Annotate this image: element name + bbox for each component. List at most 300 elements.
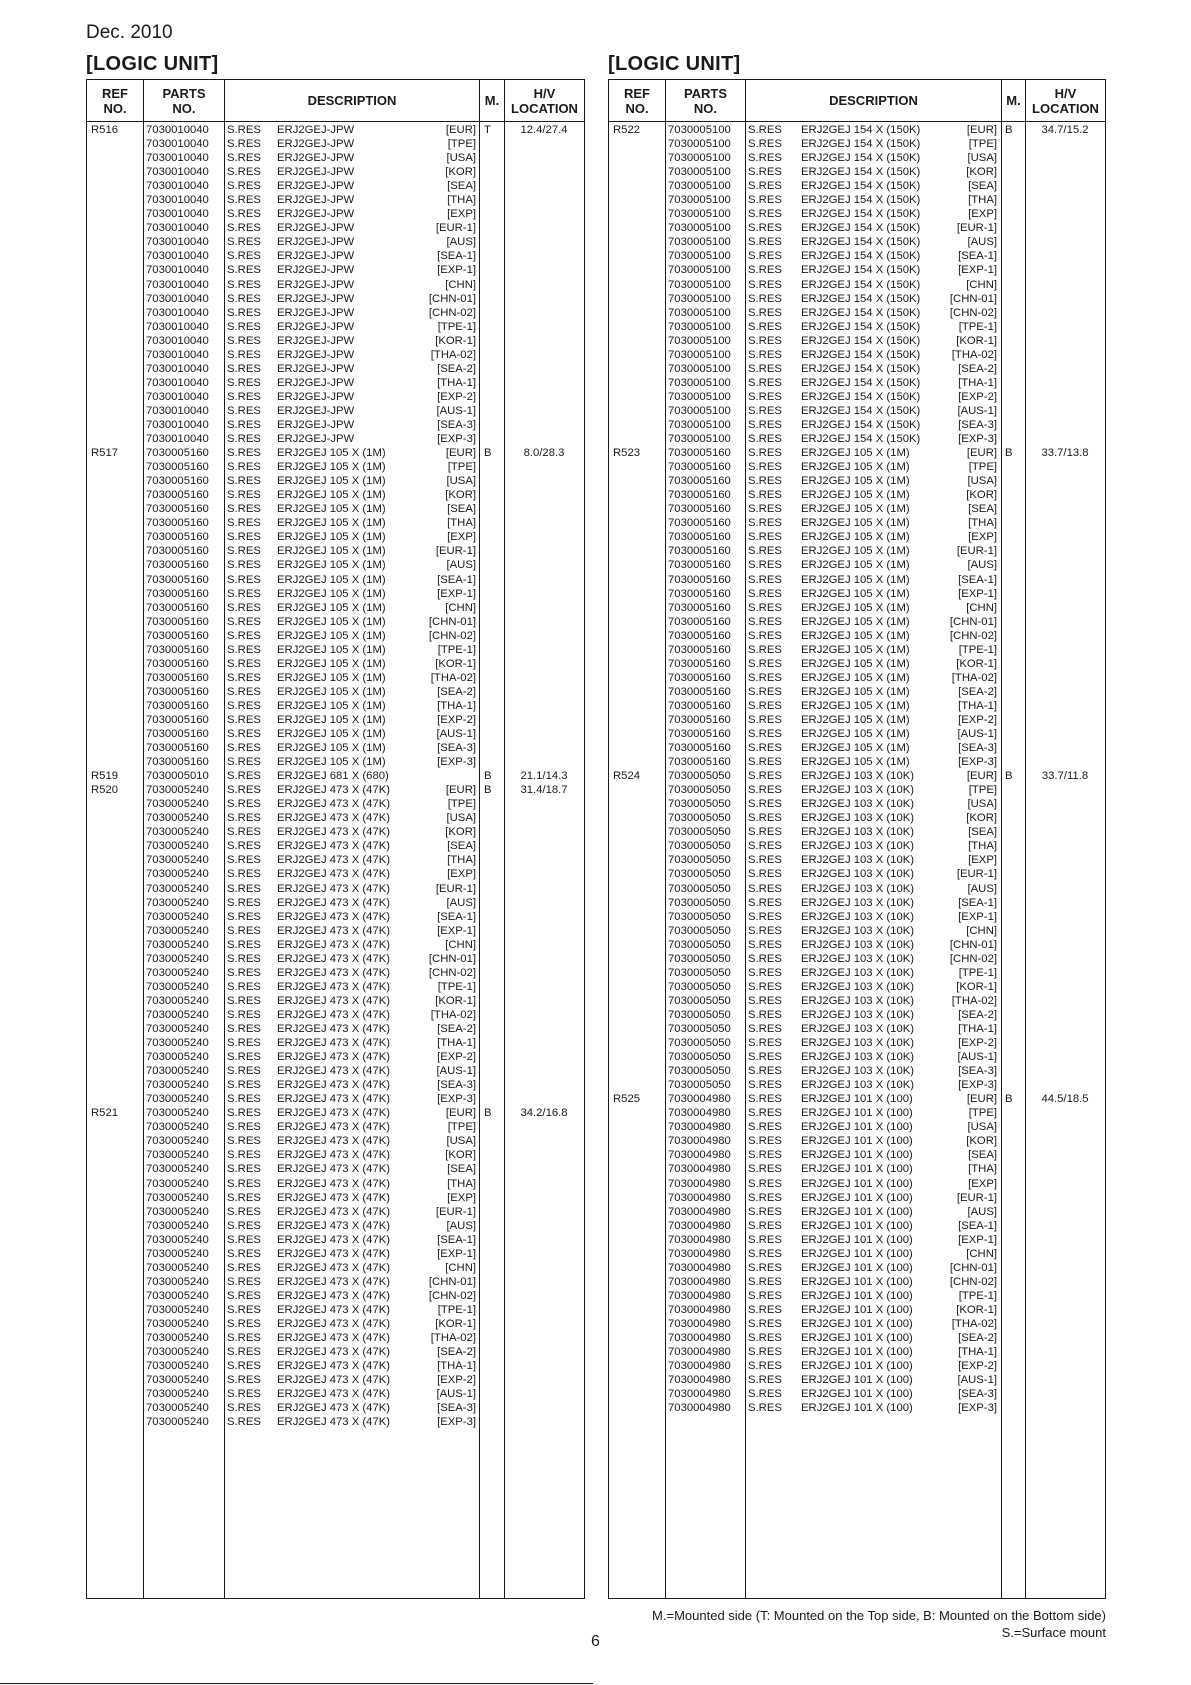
- table-row: [609, 207, 1105, 221]
- part-description: ERJ2GEJ 105 X (1M): [277, 643, 386, 656]
- table-row: [609, 1219, 1105, 1233]
- header-parts: PARTS NO.: [683, 85, 728, 116]
- version-code: [CHN-01]: [428, 1275, 476, 1288]
- part-description: ERJ2GEJ 473 X (47K): [277, 868, 391, 881]
- part-description: ERJ2GEJ 105 X (1M): [277, 699, 386, 712]
- part-no: 7030004980: [668, 1121, 731, 1134]
- part-description: ERJ2GEJ 473 X (47K): [277, 952, 391, 965]
- version-code: [CHN-01]: [428, 292, 476, 305]
- part-description: ERJ2GEJ 105 X (1M): [277, 531, 386, 544]
- part-type: S.RES: [227, 868, 261, 881]
- part-no: 7030005240: [146, 1093, 209, 1106]
- part-description: ERJ2GEJ 473 X (47K): [277, 840, 391, 853]
- part-description: ERJ2GEJ 154 X (150K): [801, 152, 921, 165]
- part-description: ERJ2GEJ-JPW: [277, 306, 355, 319]
- part-no: 7030005160: [668, 461, 731, 474]
- part-description: ERJ2GEJ 103 X (10K): [801, 826, 915, 839]
- part-type: S.RES: [748, 770, 782, 783]
- version-code: [CHN]: [445, 278, 476, 291]
- version-code: [THA-1]: [958, 376, 997, 389]
- part-description: ERJ2GEJ 154 X (150K): [801, 208, 921, 221]
- table-row: [609, 882, 1105, 896]
- part-description: ERJ2GEJ 101 X (100): [801, 1233, 913, 1246]
- version-code: [EUR-1]: [956, 222, 997, 235]
- part-type: S.RES: [748, 587, 782, 600]
- part-description: ERJ2GEJ 105 X (1M): [277, 559, 386, 572]
- table-row: [87, 1219, 584, 1233]
- version-code: [KOR-1]: [435, 334, 476, 347]
- version-code: [THA]: [447, 517, 476, 530]
- part-description: ERJ2GEJ 101 X (100): [801, 1317, 913, 1330]
- part-type: S.RES: [227, 1065, 261, 1078]
- part-no: 7030005160: [146, 657, 209, 670]
- table-row: [609, 235, 1105, 249]
- version-code: [EXP]: [447, 208, 476, 221]
- version-code: [THA-02]: [951, 671, 997, 684]
- part-no: 7030005160: [668, 447, 731, 460]
- table-row: [609, 502, 1105, 516]
- part-description: ERJ2GEJ-JPW: [277, 124, 355, 136]
- part-type: S.RES: [748, 742, 782, 755]
- part-description: ERJ2GEJ 105 X (1M): [801, 657, 910, 670]
- part-type: S.RES: [748, 910, 782, 923]
- table-row: [609, 1303, 1105, 1317]
- part-description: ERJ2GEJ 103 X (10K): [801, 952, 915, 965]
- version-code: [EUR]: [966, 770, 997, 783]
- part-no: 7030005240: [146, 1219, 209, 1232]
- part-type: S.RES: [227, 334, 261, 347]
- version-code: [KOR]: [966, 489, 997, 502]
- table-row: [609, 306, 1105, 320]
- part-description: ERJ2GEJ-JPW: [277, 222, 355, 235]
- table-row: [609, 334, 1105, 348]
- version-code: [EXP-2]: [958, 713, 997, 726]
- part-type: S.RES: [748, 994, 782, 1007]
- part-description: ERJ2GEJ 103 X (10K): [801, 868, 915, 881]
- part-no: 7030005240: [146, 1303, 209, 1316]
- table-row: [609, 1177, 1105, 1191]
- part-type: S.RES: [748, 1107, 782, 1120]
- part-no: 7030010040: [146, 376, 209, 389]
- part-type: S.RES: [748, 756, 782, 769]
- version-code: [KOR-1]: [956, 657, 997, 670]
- part-no: 7030005240: [146, 910, 209, 923]
- part-no: 7030004980: [668, 1233, 731, 1246]
- table-row: [87, 685, 584, 699]
- part-no: 7030010040: [146, 236, 209, 249]
- part-description: ERJ2GEJ-JPW: [277, 292, 355, 305]
- part-no: 7030005160: [146, 699, 209, 712]
- part-no: 7030005100: [668, 376, 731, 389]
- part-description: ERJ2GEJ 473 X (47K): [277, 1023, 391, 1035]
- part-no: 7030010040: [146, 152, 209, 165]
- table-row: [609, 1401, 1105, 1415]
- version-code: [EXP-1]: [958, 1233, 997, 1246]
- part-no: 7030005240: [146, 1247, 209, 1260]
- part-description: ERJ2GEJ-JPW: [277, 208, 355, 221]
- part-description: ERJ2GEJ 473 X (47K): [277, 1191, 391, 1204]
- part-description: ERJ2GEJ 101 X (100): [801, 1163, 913, 1176]
- part-description: ERJ2GEJ 101 X (100): [801, 1388, 913, 1401]
- table-row: [609, 530, 1105, 544]
- part-no: 7030005050: [668, 896, 731, 909]
- table-row: [87, 151, 584, 165]
- part-no: 7030010040: [146, 278, 209, 291]
- part-type: S.RES: [748, 489, 782, 502]
- version-code: [EUR]: [966, 1093, 997, 1106]
- part-description: ERJ2GEJ 103 X (10K): [801, 770, 915, 783]
- part-description: ERJ2GEJ 473 X (47K): [277, 966, 391, 979]
- part-type: S.RES: [227, 376, 261, 389]
- table-row: [609, 1345, 1105, 1359]
- part-description: ERJ2GEJ 105 X (1M): [801, 615, 910, 628]
- part-type: S.RES: [227, 1374, 261, 1387]
- part-description: ERJ2GEJ 103 X (10K): [801, 1051, 915, 1064]
- ref-no: R520: [91, 784, 119, 797]
- table-row: [87, 235, 584, 249]
- table-row: [609, 783, 1105, 797]
- part-type: S.RES: [748, 545, 782, 558]
- part-type: S.RES: [748, 938, 782, 951]
- version-code: [AUS-1]: [957, 1374, 997, 1387]
- version-code: [KOR]: [966, 1135, 997, 1148]
- part-description: ERJ2GEJ 105 X (1M): [801, 573, 910, 586]
- table-row: [87, 1106, 584, 1120]
- version-code: [CHN-01]: [949, 615, 997, 628]
- part-type: S.RES: [748, 180, 782, 193]
- part-type: S.RES: [748, 1093, 782, 1106]
- version-code: [THA-02]: [430, 348, 476, 361]
- part-description: ERJ2GEJ 473 X (47K): [277, 1163, 391, 1176]
- version-code: [TPE]: [968, 1107, 997, 1120]
- mounted-side: B: [484, 770, 492, 783]
- part-type: S.RES: [227, 418, 261, 431]
- part-type: S.RES: [748, 461, 782, 474]
- table-row: [609, 1064, 1105, 1078]
- part-description: ERJ2GEJ 473 X (47K): [277, 1065, 391, 1078]
- table-row: [87, 502, 584, 516]
- part-no: 7030005100: [668, 306, 731, 319]
- part-no: 7030005160: [146, 713, 209, 726]
- part-description: ERJ2GEJ 103 X (10K): [801, 910, 915, 923]
- version-code: [CHN-01]: [949, 292, 997, 305]
- part-no: 7030005240: [146, 1261, 209, 1274]
- version-code: [KOR]: [445, 489, 476, 502]
- part-description: ERJ2GEJ 473 X (47K): [277, 1135, 391, 1148]
- part-type: S.RES: [748, 517, 782, 530]
- legend-surface-mount: S.=Surface mount: [1001, 1625, 1106, 1640]
- version-code: [SEA]: [447, 503, 476, 516]
- part-no: 7030010040: [146, 306, 209, 319]
- version-code: [SEA]: [968, 1149, 997, 1162]
- version-code: [USA]: [967, 475, 997, 488]
- part-type: S.RES: [227, 278, 261, 291]
- table-row: [87, 249, 584, 263]
- part-no: 7030005240: [146, 826, 209, 839]
- part-type: S.RES: [748, 966, 782, 979]
- table-row: [609, 1289, 1105, 1303]
- part-no: 7030005050: [668, 1023, 731, 1035]
- ref-no: R524: [613, 770, 641, 783]
- version-code: [SEA-3]: [958, 418, 997, 431]
- part-description: ERJ2GEJ 154 X (150K): [801, 278, 921, 291]
- part-description: ERJ2GEJ 473 X (47K): [277, 1008, 391, 1021]
- table-row: [609, 193, 1105, 207]
- version-code: [USA]: [967, 1121, 997, 1134]
- part-no: 7030005240: [146, 1023, 209, 1035]
- part-type: S.RES: [227, 994, 261, 1007]
- part-description: ERJ2GEJ 154 X (150K): [801, 348, 921, 361]
- version-code: [SEA-1]: [958, 573, 997, 586]
- part-description: ERJ2GEJ-JPW: [277, 320, 355, 333]
- part-no: 7030010040: [146, 180, 209, 193]
- part-description: ERJ2GEJ 103 X (10K): [801, 798, 915, 811]
- table-row: [609, 1022, 1105, 1036]
- table-row: [609, 376, 1105, 390]
- table-row: [609, 418, 1105, 432]
- version-code: [EXP]: [447, 868, 476, 881]
- part-no: 7030005240: [146, 1317, 209, 1330]
- part-type: S.RES: [227, 1163, 261, 1176]
- part-type: S.RES: [227, 742, 261, 755]
- part-description: ERJ2GEJ 103 X (10K): [801, 882, 915, 895]
- part-description: ERJ2GEJ 473 X (47K): [277, 1121, 391, 1134]
- part-no: 7030005160: [146, 587, 209, 600]
- part-no: 7030005100: [668, 194, 731, 207]
- version-code: [EXP-1]: [437, 1247, 476, 1260]
- part-description: ERJ2GEJ 473 X (47K): [277, 1402, 391, 1415]
- part-description: ERJ2GEJ 103 X (10K): [801, 854, 915, 867]
- part-description: ERJ2GEJ 473 X (47K): [277, 1275, 391, 1288]
- ref-no: R521: [91, 1107, 119, 1120]
- part-type: S.RES: [748, 306, 782, 319]
- part-no: 7030005100: [668, 138, 731, 151]
- part-description: ERJ2GEJ 473 X (47K): [277, 1051, 391, 1064]
- part-type: S.RES: [227, 756, 261, 769]
- part-description: ERJ2GEJ 473 X (47K): [277, 882, 391, 895]
- part-no: 7030004980: [668, 1261, 731, 1274]
- table-row: [609, 811, 1105, 825]
- part-type: S.RES: [227, 475, 261, 488]
- version-code: [SEA-1]: [437, 573, 476, 586]
- part-description: ERJ2GEJ 473 X (47K): [277, 1233, 391, 1246]
- version-code: [TPE-1]: [437, 1303, 476, 1316]
- part-description: ERJ2GEJ 154 X (150K): [801, 390, 921, 403]
- part-no: 7030005160: [668, 671, 731, 684]
- part-type: S.RES: [748, 657, 782, 670]
- version-code: [TPE]: [447, 461, 476, 474]
- part-no: 7030005050: [668, 882, 731, 895]
- part-type: S.RES: [748, 812, 782, 825]
- version-code: [CHN-02]: [949, 629, 997, 642]
- version-code: [SEA-3]: [958, 742, 997, 755]
- mounted-side: B: [1005, 1093, 1013, 1106]
- table-row: [609, 137, 1105, 151]
- part-description: ERJ2GEJ 473 X (47K): [277, 854, 391, 867]
- part-no: 7030005240: [146, 1346, 209, 1359]
- table-row: [609, 1233, 1105, 1247]
- version-code: [USA]: [446, 152, 476, 165]
- part-description: ERJ2GEJ 105 X (1M): [801, 587, 910, 600]
- part-type: S.RES: [748, 124, 782, 136]
- part-description: ERJ2GEJ-JPW: [277, 166, 355, 179]
- table-row: [609, 755, 1105, 769]
- part-type: S.RES: [748, 784, 782, 797]
- part-description: ERJ2GEJ 105 X (1M): [277, 756, 386, 769]
- part-description: ERJ2GEJ 105 X (1M): [277, 657, 386, 670]
- part-type: S.RES: [748, 404, 782, 417]
- table-row: [609, 320, 1105, 334]
- version-code: [AUS]: [446, 559, 476, 572]
- part-type: S.RES: [748, 643, 782, 656]
- part-no: 7030005240: [146, 952, 209, 965]
- table-row: [87, 334, 584, 348]
- version-code: [CHN-01]: [949, 938, 997, 951]
- table-row: [609, 474, 1105, 488]
- version-code: [KOR]: [445, 166, 476, 179]
- part-no: 7030010040: [146, 208, 209, 221]
- table-row: [87, 966, 584, 980]
- part-type: S.RES: [748, 1205, 782, 1218]
- part-description: ERJ2GEJ 473 X (47K): [277, 1332, 391, 1345]
- part-description: ERJ2GEJ 103 X (10K): [801, 980, 915, 993]
- part-no: 7030005100: [668, 208, 731, 221]
- table-row: [609, 278, 1105, 292]
- hv-location: 8.0/28.3: [523, 447, 565, 460]
- part-type: S.RES: [227, 1332, 261, 1345]
- part-type: S.RES: [227, 854, 261, 867]
- table-row: [609, 1106, 1105, 1120]
- part-description: ERJ2GEJ 105 X (1M): [277, 573, 386, 586]
- table-row: [87, 1345, 584, 1359]
- table-row: [609, 727, 1105, 741]
- part-description: ERJ2GEJ 103 X (10K): [801, 1023, 915, 1035]
- version-code: [SEA-1]: [437, 1233, 476, 1246]
- table-row: [609, 1387, 1105, 1401]
- part-description: ERJ2GEJ 473 X (47K): [277, 784, 391, 797]
- table-row: [87, 137, 584, 151]
- table-row: [87, 1022, 584, 1036]
- part-type: S.RES: [227, 503, 261, 516]
- version-code: [EUR]: [445, 1107, 476, 1120]
- part-description: ERJ2GEJ 154 X (150K): [801, 362, 921, 375]
- table-row: [609, 348, 1105, 362]
- part-description: ERJ2GEJ 101 X (100): [801, 1332, 913, 1345]
- part-type: S.RES: [748, 1289, 782, 1302]
- part-description: ERJ2GEJ 473 X (47K): [277, 1149, 391, 1162]
- part-no: 7030005160: [146, 629, 209, 642]
- part-no: 7030004980: [668, 1346, 731, 1359]
- table-row: [87, 882, 584, 896]
- hv-location: 33.7/11.8: [1041, 770, 1089, 783]
- part-description: ERJ2GEJ 101 X (100): [801, 1261, 913, 1274]
- version-code: [CHN]: [966, 924, 997, 937]
- version-code: [EXP-1]: [437, 264, 476, 277]
- part-no: 7030004980: [668, 1135, 731, 1148]
- table-row: [87, 601, 584, 615]
- part-description: ERJ2GEJ 105 X (1M): [801, 629, 910, 642]
- part-type: S.RES: [227, 629, 261, 642]
- part-description: ERJ2GEJ 105 X (1M): [801, 643, 910, 656]
- version-code: [THA]: [447, 194, 476, 207]
- part-type: S.RES: [227, 1388, 261, 1401]
- part-no: 7030005160: [668, 573, 731, 586]
- part-description: ERJ2GEJ 473 X (47K): [277, 1317, 391, 1330]
- part-no: 7030005160: [668, 489, 731, 502]
- part-type: S.RES: [748, 980, 782, 993]
- table-row: [609, 952, 1105, 966]
- part-type: S.RES: [748, 868, 782, 881]
- part-description: ERJ2GEJ 101 X (100): [801, 1149, 913, 1162]
- table-row: [609, 516, 1105, 530]
- part-type: S.RES: [227, 1360, 261, 1373]
- part-no: 7030005160: [146, 461, 209, 474]
- hv-location: 44.5/18.5: [1041, 1093, 1089, 1106]
- part-no: 7030004980: [668, 1163, 731, 1176]
- version-code: [THA-1]: [958, 1023, 997, 1035]
- version-code: [SEA]: [447, 1163, 476, 1176]
- part-description: ERJ2GEJ 154 X (150K): [801, 306, 921, 319]
- table-row: [87, 867, 584, 881]
- part-description: ERJ2GEJ 473 X (47K): [277, 1037, 391, 1050]
- part-type: S.RES: [227, 1416, 261, 1429]
- part-no: 7030010040: [146, 404, 209, 417]
- part-type: S.RES: [227, 1177, 261, 1190]
- table-row: [609, 825, 1105, 839]
- part-description: ERJ2GEJ 105 X (1M): [801, 517, 910, 530]
- version-code: [SEA-1]: [958, 896, 997, 909]
- part-no: 7030005240: [146, 1402, 209, 1415]
- part-type: S.RES: [227, 124, 261, 136]
- part-description: ERJ2GEJ 103 X (10K): [801, 966, 915, 979]
- table-row: [609, 390, 1105, 404]
- table-row: [87, 741, 584, 755]
- table-row: [609, 179, 1105, 193]
- part-no: 7030005160: [668, 629, 731, 642]
- part-no: 7030005100: [668, 152, 731, 165]
- part-description: ERJ2GEJ 154 X (150K): [801, 236, 921, 249]
- version-code: [EXP-1]: [958, 264, 997, 277]
- table-row: [609, 221, 1105, 235]
- version-code: [EXP-1]: [958, 910, 997, 923]
- page-date: Dec. 2010: [86, 22, 173, 43]
- part-description: ERJ2GEJ 473 X (47K): [277, 826, 391, 839]
- table-row: [87, 1303, 584, 1317]
- version-code: [TPE]: [447, 138, 476, 151]
- header-ref: REF NO.: [624, 85, 650, 116]
- version-code: [SEA-2]: [437, 362, 476, 375]
- part-no: 7030004980: [668, 1332, 731, 1345]
- table-row: [609, 1078, 1105, 1092]
- part-type: S.RES: [748, 503, 782, 516]
- part-no: 7030005050: [668, 1079, 731, 1092]
- table-row: [609, 1191, 1105, 1205]
- part-type: S.RES: [227, 1079, 261, 1092]
- part-description: ERJ2GEJ 101 X (100): [801, 1374, 913, 1387]
- version-code: [EXP-3]: [958, 1079, 997, 1092]
- table-row: [609, 1261, 1105, 1275]
- part-description: ERJ2GEJ-JPW: [277, 264, 355, 277]
- version-code: [EXP-2]: [437, 713, 476, 726]
- part-no: 7030010040: [146, 348, 209, 361]
- part-type: S.RES: [227, 362, 261, 375]
- part-description: ERJ2GEJ 101 X (100): [801, 1093, 913, 1106]
- table-row: [609, 1331, 1105, 1345]
- table-row: [609, 713, 1105, 727]
- part-type: S.RES: [227, 306, 261, 319]
- part-no: 7030005160: [668, 615, 731, 628]
- part-no: 7030005160: [668, 517, 731, 530]
